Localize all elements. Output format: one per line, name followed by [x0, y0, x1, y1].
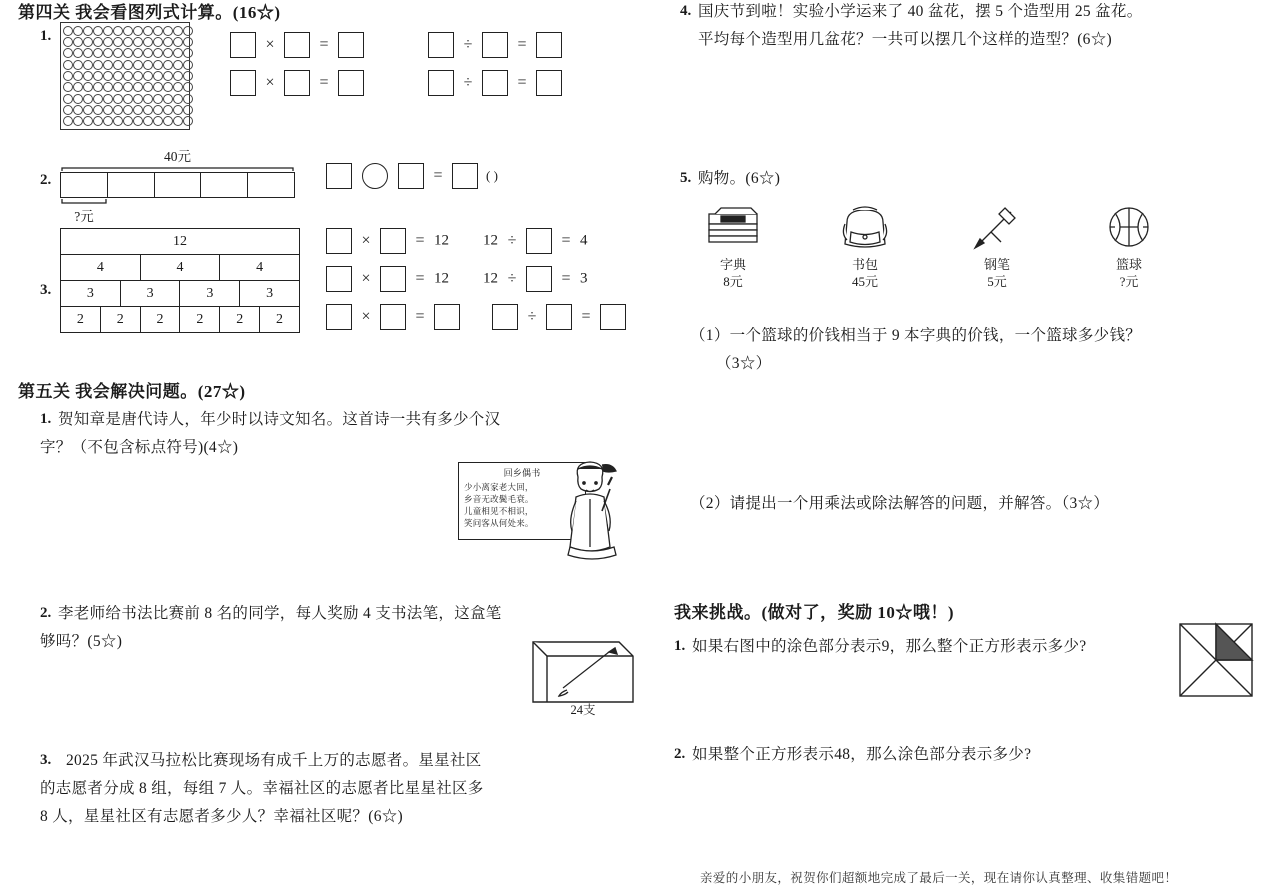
q4-1-number: 1.	[40, 28, 52, 44]
item-name: 书包	[851, 257, 878, 272]
table-cell: 2	[260, 307, 300, 333]
item-price: 45元	[851, 274, 878, 289]
shop-item-backpack	[822, 204, 908, 290]
table-cell: 4	[220, 255, 300, 281]
q4-1-equations	[230, 32, 562, 108]
poem-line: 笑问客从何处来。	[464, 518, 534, 528]
equation-row	[230, 32, 562, 58]
answer-box[interactable]	[452, 163, 478, 189]
table-cell: 2	[61, 307, 101, 333]
equation-row	[326, 228, 626, 254]
table-row	[61, 229, 300, 255]
answer-box[interactable]	[398, 163, 424, 189]
pen-icon	[965, 204, 1029, 250]
equation-row	[326, 304, 626, 330]
table-cell: 2	[140, 307, 180, 333]
challenge-q1-text: 如果右图中的涂色部分表示9，那么整个正方形表示多少?	[692, 638, 1087, 655]
answer-box[interactable]	[284, 32, 310, 58]
equals-operator: =	[581, 308, 591, 325]
q5-2-text-line1: 李老师给书法比赛前 8 名的同学，每人奖励 4 支书法笔，这盒笔	[58, 605, 502, 622]
item-price: 5元	[987, 274, 1007, 289]
operator-circle[interactable]	[362, 163, 388, 189]
section-5-title: 第五关 我会解决问题。(27☆)	[18, 382, 246, 401]
scholar-illustration	[558, 455, 628, 565]
challenge-q2-number: 2.	[674, 746, 686, 762]
table-cell: 3	[240, 281, 300, 307]
times-operator: ×	[265, 74, 275, 91]
equals-operator: =	[415, 232, 425, 249]
table-cell: 4	[140, 255, 220, 281]
bar-total-label: 40元	[164, 149, 191, 164]
q4-2-equation	[326, 163, 498, 189]
table-cell: 3	[180, 281, 240, 307]
answer-box[interactable]	[600, 304, 626, 330]
q5-title: 购物。(6☆)	[698, 170, 781, 187]
divide-operator: ÷	[507, 232, 517, 249]
shopping-items-figure	[690, 204, 1172, 290]
equals-operator: =	[561, 270, 571, 287]
table-row	[61, 255, 300, 281]
bar-part-label: ?元	[74, 209, 94, 224]
item-price: 8元	[723, 274, 743, 289]
answer-box[interactable]	[482, 70, 508, 96]
equation-row	[230, 70, 562, 96]
shop-item-basketball	[1086, 204, 1172, 290]
answer-box[interactable]	[428, 32, 454, 58]
challenge-q2-text: 如果整个正方形表示48，那么涂色部分表示多少?	[692, 746, 1032, 763]
q4-3-number: 3.	[40, 282, 52, 298]
q5-sub1-text: （1）一个篮球的价钱相当于 9 本字典的价钱，一个篮球多少钱？	[690, 327, 1142, 344]
shop-item-pen	[954, 204, 1040, 290]
answer-box[interactable]	[230, 32, 256, 58]
equals-operator: =	[319, 36, 329, 53]
q5-3-text-line2: 的志愿者分成 8 组，每组 7 人。幸福社区的志愿者比星星社区多	[40, 780, 484, 797]
answer-box[interactable]	[536, 32, 562, 58]
table-cell: 4	[61, 255, 141, 281]
item-name: 篮球	[1115, 257, 1142, 272]
times-operator: ×	[265, 36, 275, 53]
challenge-title: 我来挑战。(做对了，奖励 10☆哦！)	[674, 603, 955, 622]
poem-line: 儿童相见不相识，	[464, 506, 534, 516]
equation-result: 4	[580, 232, 588, 249]
answer-box[interactable]	[482, 32, 508, 58]
answer-box[interactable]	[326, 304, 352, 330]
answer-box[interactable]	[428, 70, 454, 96]
q5-3-number: 3.	[40, 752, 52, 768]
equals-operator: =	[561, 232, 571, 249]
item-name: 钢笔	[983, 257, 1010, 272]
equals-operator: =	[517, 74, 527, 91]
q5-2-text-line2: 够吗？(5☆)	[40, 633, 123, 650]
bar-strip	[60, 172, 295, 198]
right-column	[660, 0, 1270, 890]
answer-box[interactable]	[326, 228, 352, 254]
answer-box[interactable]	[546, 304, 572, 330]
answer-box[interactable]	[434, 304, 460, 330]
answer-box[interactable]	[536, 70, 562, 96]
q5-2-number: 2.	[40, 605, 52, 621]
divide-operator: ÷	[527, 308, 537, 325]
poem-line: 乡音无改鬓毛衰。	[464, 494, 534, 504]
equation-operand: 12	[483, 232, 498, 249]
q4-text-line1: 国庆节到啦！实验小学运来了 40 盆花，摆 5 个造型用 25 盆花。	[698, 3, 1143, 20]
equation-result: 12	[434, 232, 449, 249]
backpack-icon	[833, 204, 897, 250]
answer-box[interactable]	[338, 32, 364, 58]
table-cell: 2	[220, 307, 260, 333]
equals-operator: =	[517, 36, 527, 53]
answer-box[interactable]	[492, 304, 518, 330]
times-operator: ×	[361, 308, 371, 325]
q4-number: 4.	[680, 3, 692, 19]
item-name: 字典	[719, 257, 746, 272]
shop-item-dictionary	[690, 204, 776, 290]
answer-box[interactable]	[526, 266, 552, 292]
answer-box[interactable]	[380, 266, 406, 292]
table-row	[61, 281, 300, 307]
q4-2-number: 2.	[40, 172, 52, 188]
table-cell: 12	[61, 229, 300, 255]
q5-1-text-line1: 贺知章是唐代诗人，年少时以诗文知名。这首诗一共有多少个汉	[58, 411, 501, 428]
basketball-icon	[1097, 204, 1161, 250]
table-row	[61, 307, 300, 333]
q4-text-line2: 平均每个造型用几盆花？一共可以摆几个这样的造型？(6☆)	[698, 31, 1112, 48]
shaded-square-figure	[1178, 622, 1256, 700]
answer-box[interactable]	[284, 70, 310, 96]
pen-box-count-label: 24支	[570, 703, 596, 717]
brace-top	[60, 165, 295, 172]
pen-box-illustration	[523, 628, 643, 706]
answer-box[interactable]	[380, 228, 406, 254]
answer-box[interactable]	[326, 266, 352, 292]
divide-operator: ÷	[463, 36, 473, 53]
q5-number: 5.	[680, 170, 692, 186]
q5-sub2-text: （2）请提出一个用乘法或除法解答的问题，并解答。（3☆）	[690, 495, 1110, 512]
section-4-title: 第四关 我会看图列式计算。(16☆)	[18, 3, 281, 22]
q5-sub1-score: （3☆）	[716, 355, 772, 372]
bar-model-figure	[60, 145, 295, 225]
answer-box[interactable]	[326, 163, 352, 189]
q5-3-text-line3: 8 人，星星社区有志愿者多少人？幸福社区呢？(6☆)	[40, 808, 403, 825]
equals-operator: =	[319, 74, 329, 91]
table-cell: 3	[120, 281, 180, 307]
answer-box[interactable]	[380, 304, 406, 330]
dictionary-icon	[701, 204, 765, 250]
item-price: ?元	[1119, 274, 1139, 289]
equation-row	[326, 266, 626, 292]
q4-3-equations	[326, 228, 626, 342]
left-column	[18, 0, 638, 890]
times-operator: ×	[361, 232, 371, 249]
fraction-bar-table	[60, 228, 300, 333]
table-cell: 3	[61, 281, 121, 307]
equation-result: 3	[580, 270, 588, 287]
equals-operator: =	[415, 308, 425, 325]
brace-bottom	[60, 198, 120, 205]
poem-line: 少小离家老大回，	[464, 482, 534, 492]
equation-result: 12	[434, 270, 449, 287]
times-operator: ×	[361, 270, 371, 287]
answer-box[interactable]	[526, 228, 552, 254]
equals-operator: =	[433, 167, 443, 184]
answer-box[interactable]	[230, 70, 256, 96]
answer-box[interactable]	[338, 70, 364, 96]
footer-note: 亲爱的小朋友，祝贺你们超额地完成了最后一关，现在请你认真整理、收集错题吧！	[700, 871, 1178, 885]
q5-3-text-line1: 2025 年武汉马拉松比赛现场有成千上万的志愿者。星星社区	[66, 752, 482, 769]
q5-1-text-line2: 字？（不包含标点符号)(4☆)	[40, 439, 239, 456]
q5-1-number: 1.	[40, 411, 52, 427]
divide-operator: ÷	[463, 74, 473, 91]
equals-operator: =	[415, 270, 425, 287]
table-cell: 2	[100, 307, 140, 333]
unit-parens: ( )	[486, 167, 498, 183]
divide-operator: ÷	[507, 270, 517, 287]
challenge-q1-number: 1.	[674, 638, 686, 654]
table-cell: 2	[180, 307, 220, 333]
dot-array-figure	[60, 22, 190, 130]
equation-operand: 12	[483, 270, 498, 287]
poem-title: 回乡偶书	[503, 468, 541, 478]
